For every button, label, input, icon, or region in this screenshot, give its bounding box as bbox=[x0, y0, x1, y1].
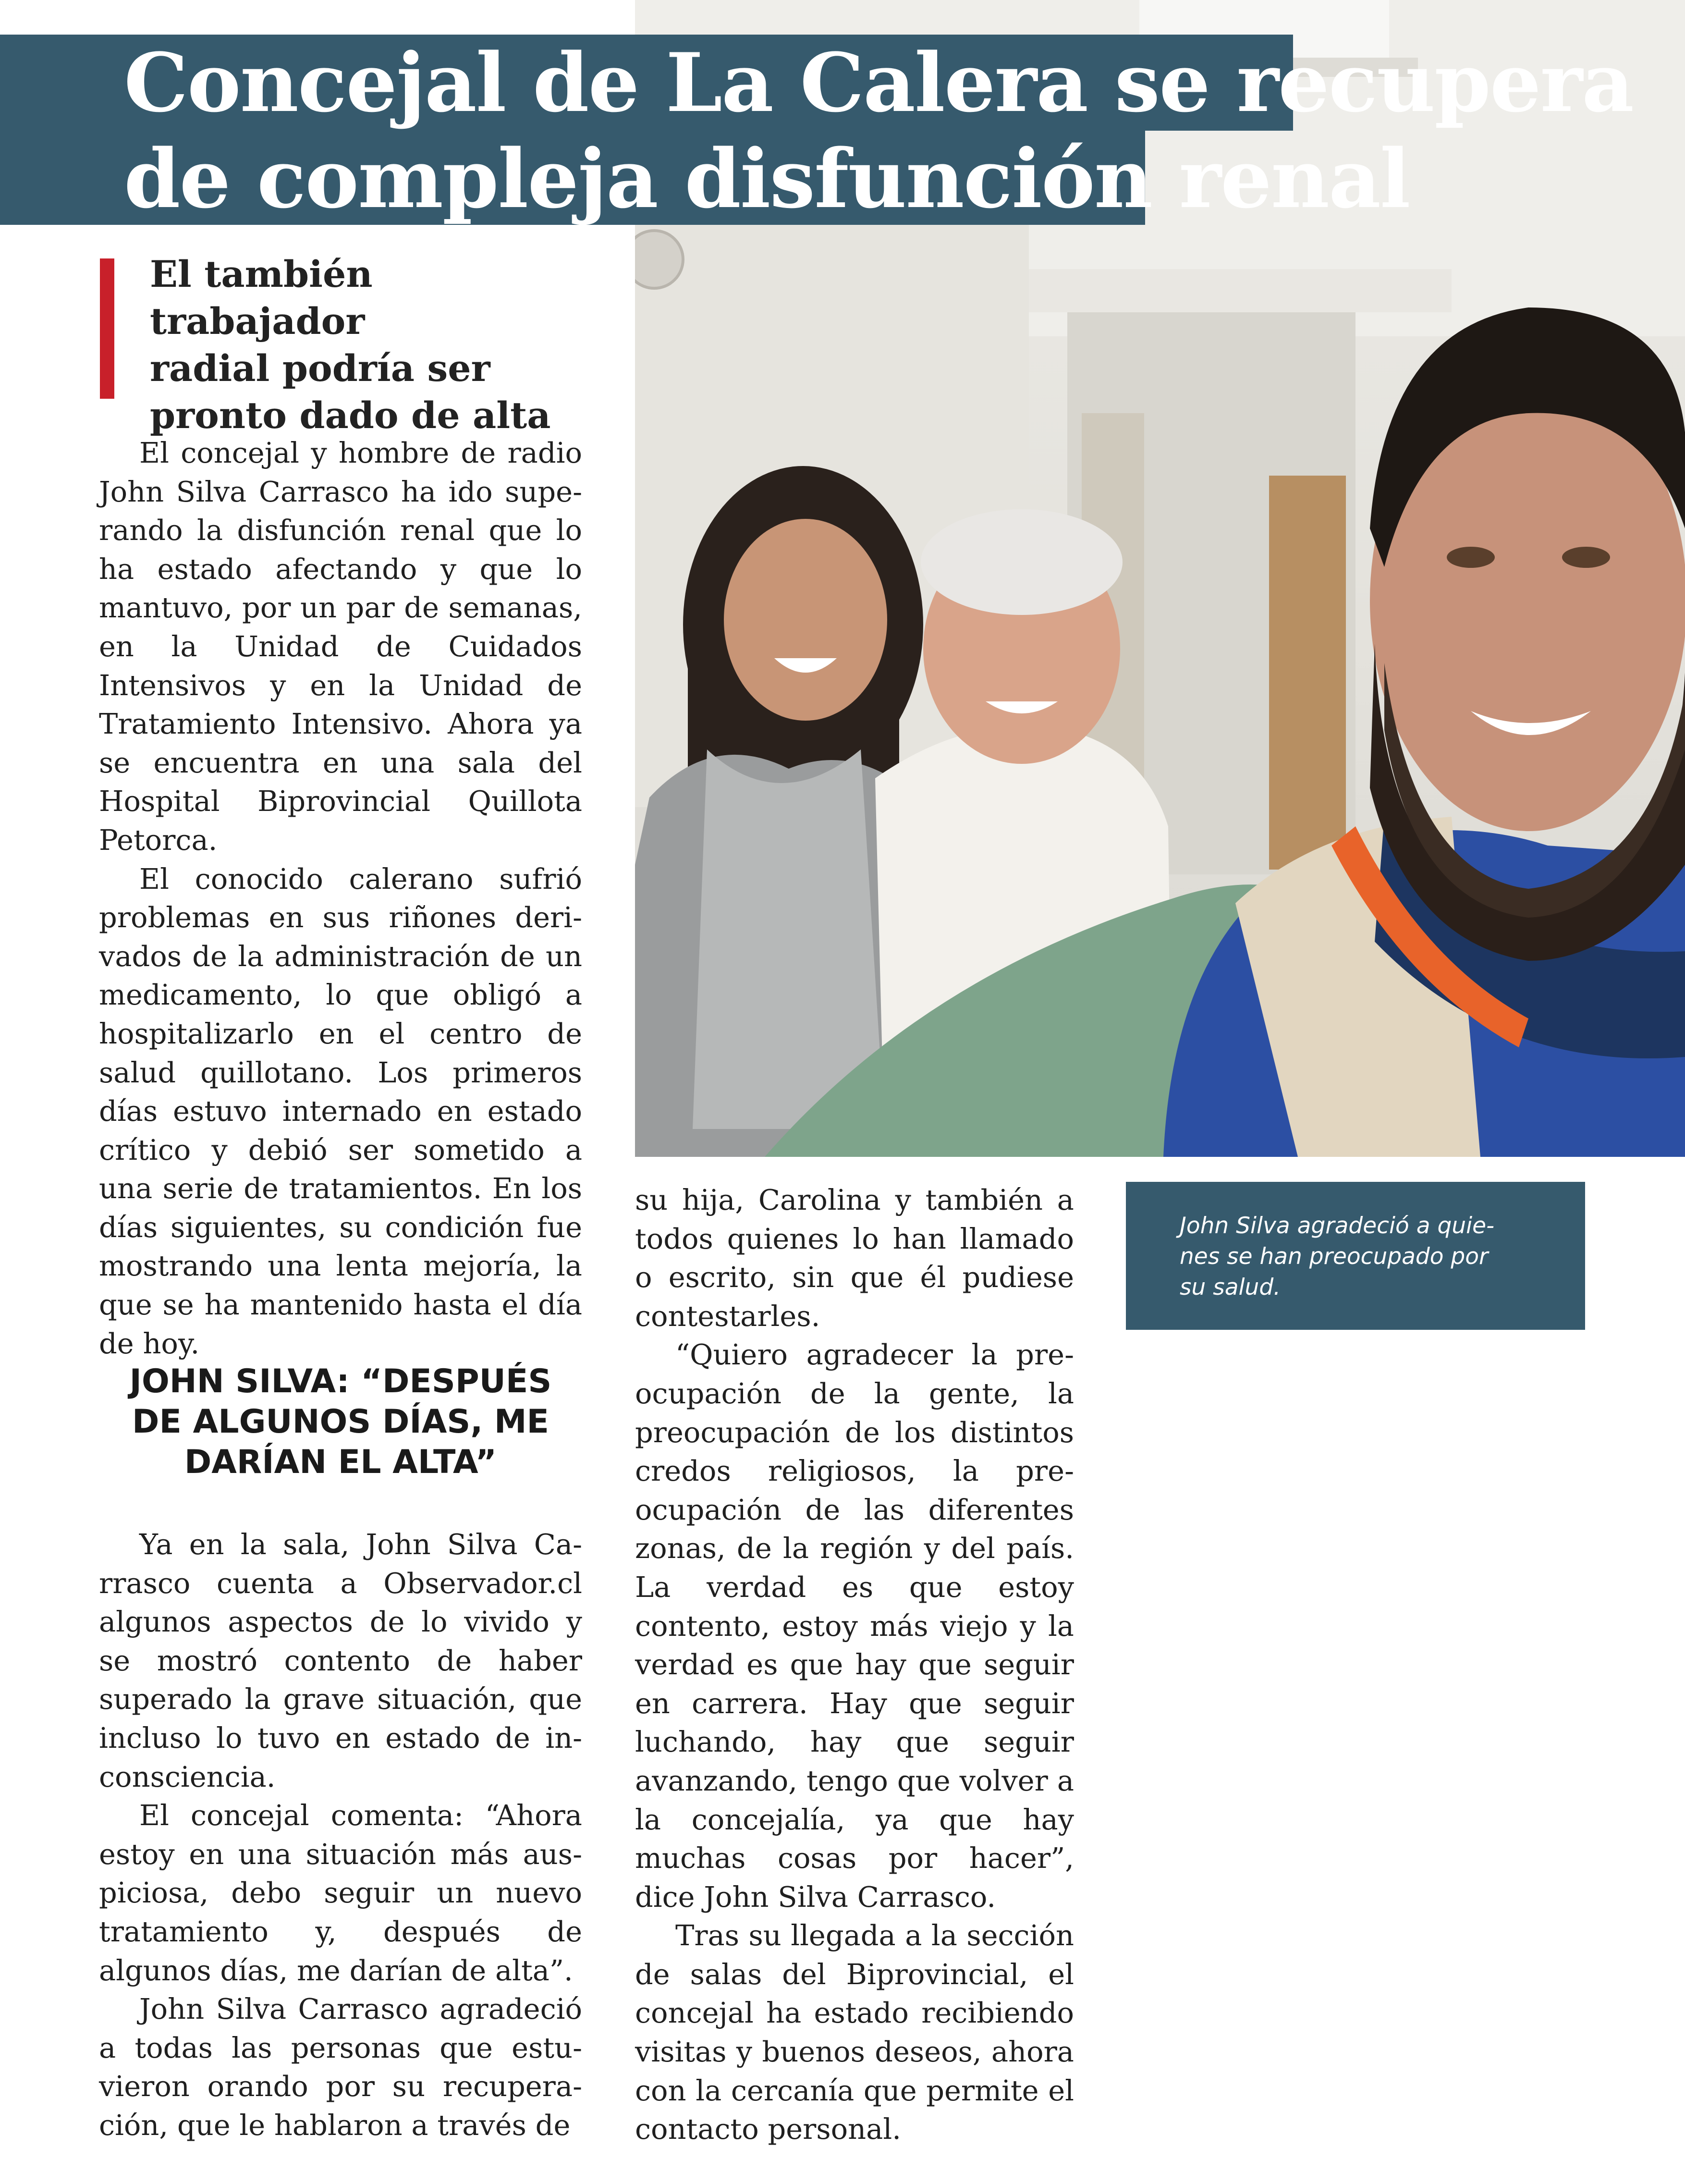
article-column-1-top bbox=[99, 434, 582, 1363]
crosshead-line: DE ALGUNOS DÍAS, ME bbox=[132, 1403, 549, 1441]
caption-line: John Silva agradeció a quie- bbox=[1180, 1213, 1495, 1239]
headline-line-2: de compleja disfunción renal bbox=[0, 131, 1145, 225]
body-paragraph: El concejal y hombre de radio John Silva Carrasco ha ido superando la disfunción renal que lo ha estado afectando y que lo mantuvo, por un par de semanas, en la Unidad de Cuidados Intensivos y en la Unidad de Tratamiento Intensivo. Ahora ya se encuentra en una sala del Hospital Biprovincial Quillota Petorca. bbox=[99, 436, 582, 857]
article-column-1-bottom bbox=[99, 1525, 582, 2145]
body-paragraph-continued: su hija, Carolina y también a todos quienes lo han llamado o escrito, sin que él pudiese contestarles. bbox=[635, 1183, 1074, 1333]
photo-caption bbox=[1126, 1182, 1585, 1330]
crosshead-line: DARÍAN EL ALTA” bbox=[184, 1443, 497, 1481]
body-paragraph: El conocido calerano sufrió problemas en sus riñones derivados de la administración de un medicamento, lo que obligó a hospitalizarlo en el centro de salud quillotano. Los primeros días estuvo internado en estado crítico y debió ser sometido a una serie de tratamientos. En los días siguientes, su condición fue mostrando una lenta mejoría, la que se ha mantenido hasta el día de hoy. bbox=[99, 862, 582, 1360]
body-paragraph: John Silva Carrasco agradeció a todas las personas que estuvieron orando por su recuperación, que le hablaron a través de bbox=[99, 1992, 582, 2142]
crosshead bbox=[99, 1362, 582, 1483]
caption-line: su salud. bbox=[1180, 1274, 1281, 1301]
subtitle-line: El también trabajador bbox=[150, 253, 373, 343]
body-paragraph: Ya en la sala, John Silva Carrasco cuenta a Observador.cl algunos aspectos de lo vivido y se mostró contento de haber superado la grave situación, que incluso lo tuvo en estado de inconsciencia. bbox=[99, 1528, 582, 1793]
body-paragraph: Tras su llegada a la sección de salas del Biprovincial, el concejal ha estado recibiendo visitas y buenos deseos, ahora con la cercanía que permite el contacto personal. bbox=[635, 1919, 1074, 2146]
subtitle-line: radial podría ser bbox=[150, 347, 490, 390]
crosshead-line: JOHN SILVA: “DESPUÉS bbox=[129, 1362, 552, 1400]
article-column-2 bbox=[635, 1181, 1074, 2149]
subtitle bbox=[150, 251, 582, 439]
subtitle-line: pronto dado de alta bbox=[150, 394, 551, 437]
body-paragraph: “Quiero agradecer la preocupación de la gente, la preocupación de los distintos credos religiosos, la preocupación de las diferentes zonas, de la región y del país. La verdad es que estoy contento, estoy más viejo y la verdad es que hay que seguir en carrera. Hay que seguir luchando, hay que seguir avanzando, tengo que volver a la concejalía, ya que hay muchas cosas por hacer”, dice John Silva Carrasco. bbox=[635, 1338, 1074, 1914]
body-paragraph: El concejal comenta: “Ahora estoy en una situación más auspiciosa, debo seguir un nuevo tratamiento y, después de algunos días, me darían de alta”. bbox=[99, 1799, 582, 1987]
caption-line: nes se han preocupado por bbox=[1180, 1243, 1489, 1270]
headline-line-1: Concejal de La Calera se recupera bbox=[0, 35, 1293, 131]
subtitle-accent-rule bbox=[100, 258, 114, 399]
